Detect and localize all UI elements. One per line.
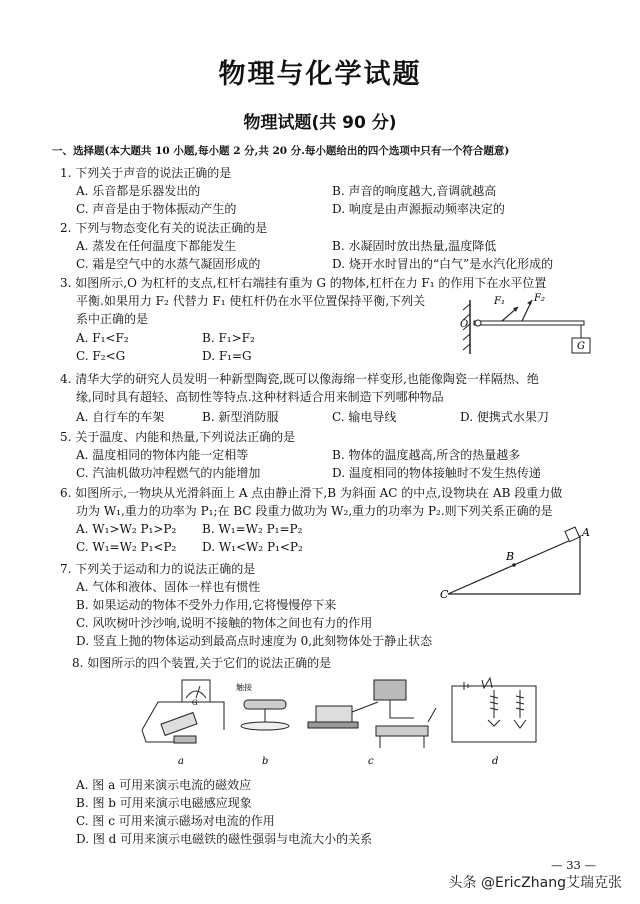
option-a: A. 温度相同的物体内能一定相等 — [76, 448, 249, 462]
question-stem-line: 平衡.如果用力 F₂ 代替力 F₁ 使杠杆仍在水平位置保持平衡,下列关 — [76, 294, 426, 308]
option-c: C. 图 c 可用来演示磁场对电流的作用 — [76, 814, 275, 828]
option-a: A. 图 a 可用来演示电流的磁效应 — [76, 778, 252, 792]
question-stem: 5. 关于温度、内能和热量,下列说法正确的是 — [60, 430, 296, 444]
gauge-label: G — [192, 699, 198, 707]
question-stem: 2. 下列与物态变化有关的说法正确的是 — [60, 221, 268, 235]
weight-label: G — [577, 341, 585, 352]
force-f1-label: F₁ — [494, 296, 505, 307]
device-a-label: a — [178, 756, 184, 767]
option-d: D. 响度是由声源振动频率决定的 — [332, 202, 505, 216]
pivot-label: O — [460, 319, 469, 330]
option-a: A. W₁>W₂ P₁>P₂ — [76, 522, 177, 536]
option-d: D. 图 d 可用来演示电磁铁的磁性强弱与电流大小的关系 — [76, 832, 373, 846]
question-stem-line: 系中正确的是 — [76, 312, 149, 326]
option-c: C. 声音是由于物体振动产生的 — [76, 202, 237, 216]
option-c: C. F₂<G — [76, 349, 126, 363]
section-heading: 一、选择题(本大题共 10 小题,每小题 2 分,共 20 分.每小题给出的四个选项中只有一个符合题意) — [52, 145, 510, 157]
exam-title: 物理与化学试题 — [218, 59, 422, 90]
device-b-label: b — [262, 756, 269, 767]
option-b: B. 图 b 可用来演示电磁感应现象 — [76, 796, 252, 810]
question-stem-line: 功为 W₁,重力的功率为 P₁;在 BC 段重力做功为 W₂,重力的功率为 P₂.则下列关系正确的是 — [76, 504, 553, 518]
option-a: A. 气体和液体、固体一样也有惯性 — [76, 580, 261, 594]
question-stem: 1. 下列关于声音的说法正确的是 — [60, 166, 232, 180]
device-d-label: d — [492, 756, 499, 767]
incline-diagram — [440, 524, 590, 600]
force-f2-label: F₂ — [534, 293, 545, 304]
device-b — [236, 682, 289, 767]
devices-figure — [128, 672, 548, 768]
option-c: C. W₁=W₂ P₁<P₂ — [76, 540, 177, 554]
option-d: D. W₁<W₂ P₁<P₂ — [202, 540, 303, 554]
device-a — [142, 680, 224, 767]
option-b: B. 如果运动的物体不受外力作用,它将慢慢停下来 — [76, 598, 337, 612]
option-c: C. 风吹树叶沙沙响,说明不接触的物体之间也有力的作用 — [76, 616, 373, 630]
watermark: 头条 @EricZhang艾瑞克张 — [448, 875, 622, 891]
option-b: B. 声音的响度越大,音调就越高 — [332, 184, 497, 198]
option-d: D. 温度相同的物体接触时不发生热传递 — [332, 466, 541, 480]
option-a: A. 乐音都是乐器发出的 — [76, 184, 201, 198]
option-b: B. W₁=W₂ P₁=P₂ — [202, 522, 303, 536]
option-d: D. 便携式水果刀 — [460, 410, 549, 424]
option-c: C. 霜是空气中的水蒸气凝固形成的 — [76, 257, 261, 271]
page-number: — 33 — — [551, 858, 596, 872]
option-b: B. F₁>F₂ — [202, 331, 255, 345]
option-c: C. 输电导线 — [332, 410, 397, 424]
question-stem-line: 缘,同时具有超轻、高韧性等特点.这种材料适合用来制造下列哪种物品 — [76, 390, 444, 404]
question-stem: 3. 如图所示,O 为杠杆的支点,杠杆右端挂有重为 G 的物体,杠杆在力 F₁ 的作用下在水平位置 — [60, 276, 547, 290]
question-stem: 7. 下列关于运动和力的说法正确的是 — [60, 562, 256, 576]
physics-subtitle: 物理试题(共 90 分) — [243, 113, 397, 133]
device-b-note: 触接 — [236, 683, 252, 692]
lever-diagram — [456, 290, 596, 360]
device-d — [452, 678, 536, 767]
question-stem: 4. 清华大学的研究人员发明一种新型陶瓷,既可以像海绵一样变形,也能像陶瓷一样隔热、绝 — [60, 372, 539, 386]
option-d: D. 烧开水时冒出的“白气”是水汽化形成的 — [332, 257, 554, 271]
question-stem: 8. 如图所示的四个装置,关于它们的说法正确的是 — [72, 656, 332, 670]
device-c — [308, 680, 436, 767]
point-c-label: C — [440, 588, 449, 600]
point-b-label: B — [506, 550, 515, 563]
device-c-label: c — [368, 756, 374, 767]
option-b: B. 水凝固时放出热量,温度降低 — [332, 239, 497, 253]
option-a: A. F₁<F₂ — [76, 331, 129, 345]
option-b: B. 新型消防服 — [202, 410, 279, 424]
option-b: B. 物体的温度越高,所含的热量越多 — [332, 448, 521, 462]
option-d: D. F₁=G — [202, 349, 252, 363]
option-d: D. 竖直上抛的物体运动到最高点时速度为 0,此刻物体处于静止状态 — [76, 634, 433, 648]
option-c: C. 汽油机做功冲程燃气的内能增加 — [76, 466, 261, 480]
option-a: A. 自行车的车架 — [76, 410, 165, 424]
question-stem: 6. 如图所示,一物块从光滑斜面上 A 点由静止滑下,B 为斜面 AC 的中点,设物块在 AB 段重力做 — [60, 486, 563, 500]
point-a-label: A — [582, 526, 590, 539]
option-a: A. 蒸发在任何温度下都能发生 — [76, 239, 237, 253]
